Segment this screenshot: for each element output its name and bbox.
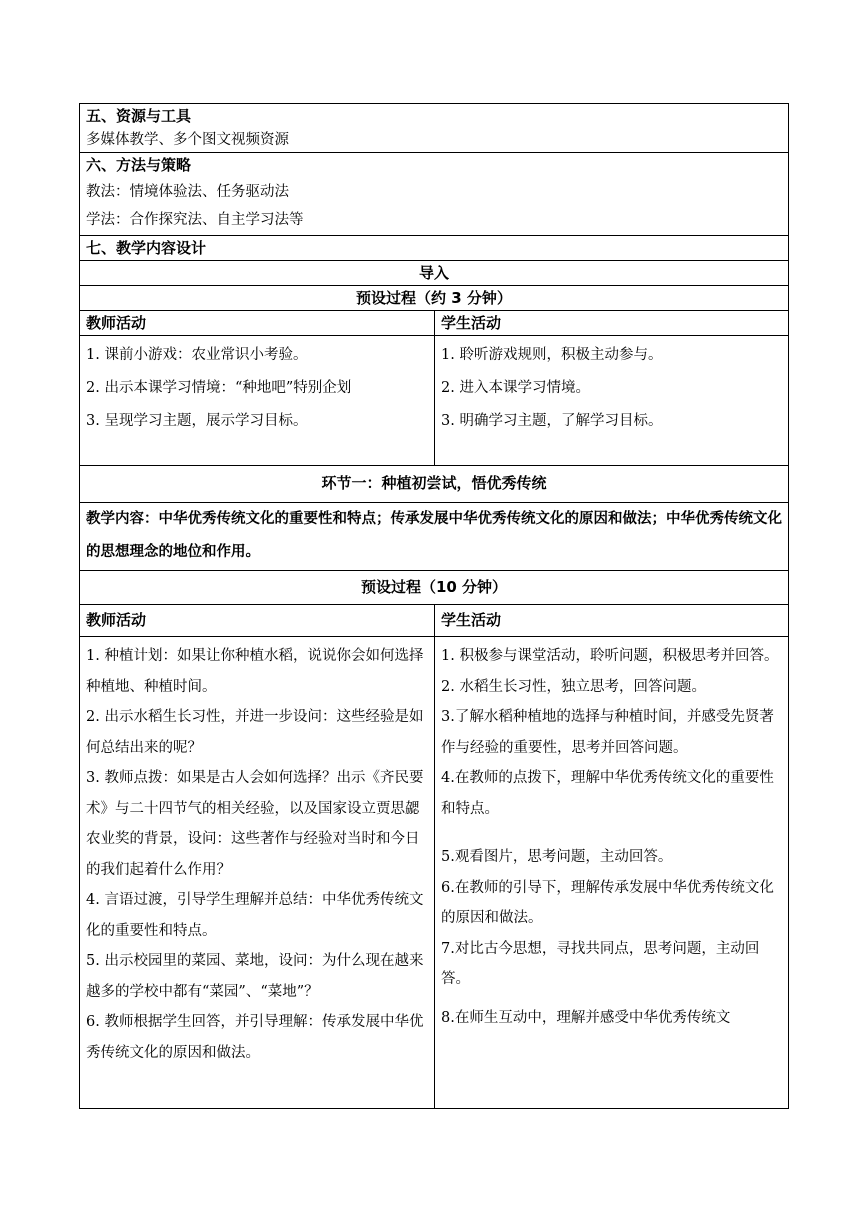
segment1-title-row xyxy=(80,466,789,503)
list-item: 4.在教师的点拨下，理解中华优秀传统文化的重要性和特点。 xyxy=(441,770,774,817)
intro-title: 导入 xyxy=(80,261,789,286)
list-item: 2. 水稻生长习性，独立思考，回答问题。 xyxy=(441,678,706,695)
intro-teacher-header: 教师活动 xyxy=(80,311,435,336)
intro-activities-row xyxy=(80,336,789,466)
list-item: 3. 明确学习主题，了解学习目标。 xyxy=(441,413,663,429)
intro-process: 预设过程（约 3 分钟） xyxy=(80,286,789,311)
intro-student-list xyxy=(435,336,789,466)
intro-teacher-list xyxy=(80,336,435,466)
resources-row xyxy=(80,104,789,153)
list-item: 1. 聆听游戏规则，积极主动参与。 xyxy=(441,347,663,363)
list-item: 3.了解水稻种植地的选择与种植时间，并感受先贤著作与经验的重要性，思考并回答问题。 xyxy=(441,709,774,756)
segment1-title: 环节一：种植初尝试，悟优秀传统 xyxy=(80,466,789,503)
intro-student-header: 学生活动 xyxy=(435,311,789,336)
list-item: 2. 进入本课学习情境。 xyxy=(441,380,590,396)
segment1-student-list xyxy=(435,637,789,1109)
segment1-teacher-list xyxy=(80,637,435,1109)
segment1-content: 教学内容：中华优秀传统文化的重要性和特点；传承发展中华优秀传统文化的原因和做法；中华优秀传统文化的思想理念的地位和作用。 xyxy=(80,503,789,571)
intro-header-row xyxy=(80,311,789,336)
resources-text: 多媒体教学、多个图文视频资源 xyxy=(86,132,289,148)
list-item: 5.观看图片，思考问题，主动回答。 xyxy=(441,849,673,865)
intro-process-row xyxy=(80,286,789,311)
design-row xyxy=(80,236,789,261)
methods-row xyxy=(80,153,789,236)
design-title: 七、教学内容设计 xyxy=(80,236,789,261)
intro-title-row xyxy=(80,261,789,286)
list-item: 2. 出示本课学习情境：“种地吧”特别企划 xyxy=(86,380,352,396)
list-item: 8.在师生互动中，理解并感受中华优秀传统文 xyxy=(441,1009,731,1026)
methods-teaching: 教法：情境体验法、任务驱动法 xyxy=(86,184,289,200)
list-item: 6.在教师的引导下，理解传承发展中华优秀传统文化的原因和做法。 xyxy=(441,879,774,926)
list-item: 1. 积极参与课堂活动，聆听问题，积极思考并回答。 xyxy=(441,648,779,664)
list-item: 1. 种植计划：如果让你种植水稻，说说你会如何选择种植地、种植时间。 xyxy=(86,648,424,695)
segment1-process: 预设过程（10 分钟） xyxy=(80,571,789,605)
list-item: 5. 出示校园里的菜园、菜地，设问：为什么现在越来越多的学校中都有“菜园”、“菜地”？ xyxy=(86,953,424,1000)
segment1-student-header: 学生活动 xyxy=(435,605,789,637)
list-item: 4. 言语过渡，引导学生理解并总结：中华优秀传统文化的重要性和特点。 xyxy=(86,892,424,939)
lesson-plan-document xyxy=(79,103,789,1109)
resources-title: 五、资源与工具 xyxy=(86,107,192,125)
segment1-activities-row xyxy=(80,637,789,1109)
list-item: 3. 呈现学习主题，展示学习目标。 xyxy=(86,413,308,429)
methods-learning: 学法：合作探究法、自主学习法等 xyxy=(86,212,304,228)
segment1-process-row xyxy=(80,571,789,605)
list-item: 1. 课前小游戏：农业常识小考验。 xyxy=(86,347,308,363)
list-item: 7.对比古今思想，寻找共同点，思考问题，主动回答。 xyxy=(441,940,760,987)
segment1-teacher-header: 教师活动 xyxy=(80,605,435,637)
methods-title: 六、方法与策略 xyxy=(86,156,192,174)
segment1-header-row xyxy=(80,605,789,637)
segment1-content-row xyxy=(80,503,789,571)
list-item: 2. 出示水稻生长习性，并进一步设问：这些经验是如何总结出来的呢？ xyxy=(86,709,424,756)
lesson-plan-table xyxy=(79,103,789,1109)
list-item: 3. 教师点拨：如果是古人会如何选择？出示《齐民要术》与二十四节气的相关经验，以及国家设立贾思勰农业奖的背景，设问：这些著作与经验对当时和今日的我们起着什么作用？ xyxy=(86,770,424,878)
list-item: 6. 教师根据学生回答，并引导理解：传承发展中华优秀传统文化的原因和做法。 xyxy=(86,1014,424,1061)
